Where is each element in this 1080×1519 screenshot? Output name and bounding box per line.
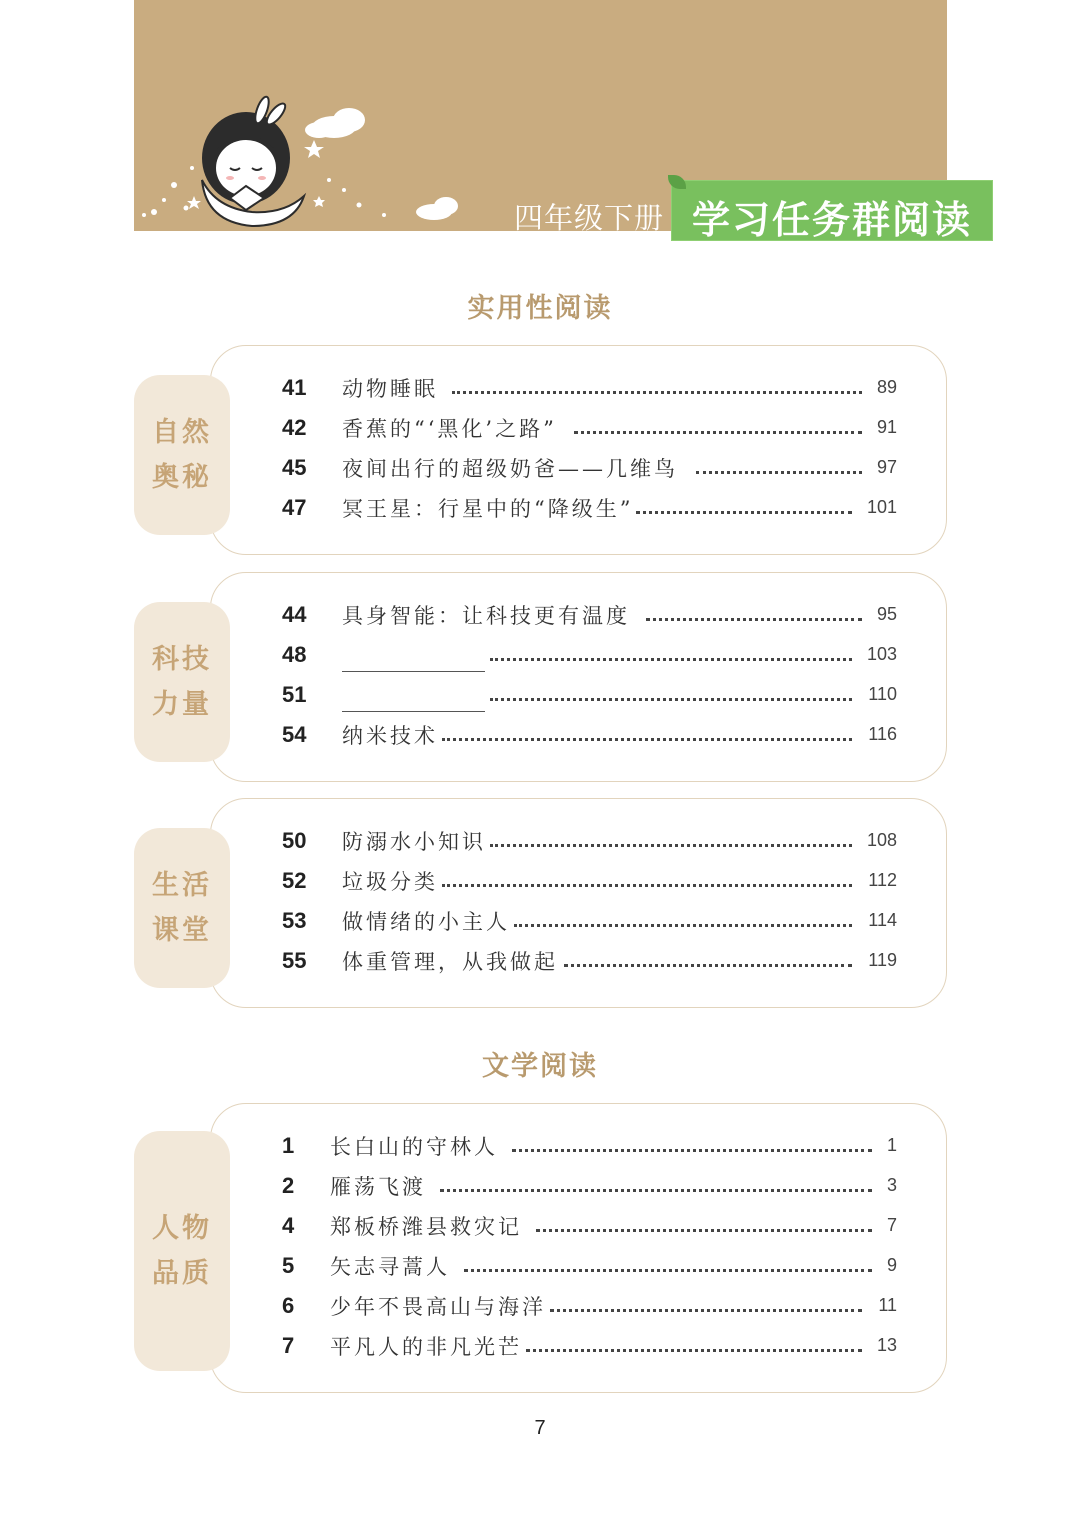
- index-row[interactable]: [134, 371, 947, 411]
- lesson-number: 47: [282, 495, 307, 520]
- lesson-title: 冥王星：行星中的“降级生”: [342, 497, 634, 521]
- group-tab-line: 人物: [152, 1213, 212, 1244]
- section-title-literature: 文学阅读: [482, 1051, 598, 1082]
- leader-dots: [536, 1229, 872, 1232]
- group-tab-line: 科技: [152, 644, 212, 675]
- index-row[interactable]: [134, 1129, 947, 1169]
- title-box: [671, 180, 993, 241]
- lesson-title: 矢志寻蒿人: [330, 1255, 450, 1279]
- book-title: 学习任务群阅读: [691, 198, 972, 242]
- lesson-title: 垃圾分类: [342, 870, 438, 894]
- lesson-number: 7: [282, 1333, 295, 1358]
- page-ref: 114: [868, 910, 897, 930]
- lesson-title: 长白山的守林人: [330, 1135, 498, 1159]
- leader-dots: [646, 618, 862, 621]
- index-row[interactable]: [134, 598, 947, 638]
- group-tab-line: 课堂: [152, 915, 212, 946]
- lesson-number: 48: [282, 642, 307, 667]
- leader-dots: [512, 1149, 872, 1152]
- leader-dots: [550, 1309, 862, 1312]
- lesson-title: 具身智能：让科技更有温度: [342, 604, 630, 628]
- lesson-number: 6: [282, 1293, 295, 1318]
- page-ref: 1: [886, 1135, 897, 1155]
- leader-dots: [696, 471, 862, 474]
- page-ref: 116: [868, 724, 897, 744]
- index-row[interactable]: [134, 1209, 947, 1249]
- lesson-title: 郑板桥潍县救灾记: [330, 1215, 522, 1239]
- page-ref: 103: [866, 644, 897, 664]
- leader-dots: [574, 431, 862, 434]
- index-row[interactable]: [134, 451, 947, 491]
- group-tab-line: 生活: [152, 870, 212, 901]
- group-tab-line: 自然: [152, 417, 212, 448]
- index-row[interactable]: [134, 864, 947, 904]
- page-ref: 112: [868, 870, 897, 890]
- lesson-number: 2: [282, 1173, 295, 1198]
- leader-dots: [526, 1349, 862, 1352]
- group-life: [134, 798, 947, 1008]
- lesson-number: 42: [282, 415, 307, 440]
- index-label: 索引: [998, 201, 1028, 276]
- group-technology: [134, 572, 947, 782]
- page-ref: 13: [876, 1335, 897, 1355]
- group-tab-line: 品质: [152, 1258, 212, 1289]
- page-ref: 97: [876, 457, 897, 477]
- lesson-title: 夜间出行的超级奶爸——几维鸟: [342, 457, 678, 481]
- index-row[interactable]: [134, 678, 947, 718]
- fill-in-blank[interactable]: [342, 671, 485, 672]
- page-ref: 95: [876, 604, 897, 624]
- leader-dots: [490, 658, 852, 661]
- index-row[interactable]: [134, 1249, 947, 1289]
- page-ref: 9: [886, 1255, 897, 1275]
- index-row[interactable]: [134, 904, 947, 944]
- lesson-title: 防溺水小知识: [342, 830, 486, 854]
- index-row[interactable]: [134, 1169, 947, 1209]
- page-ref: 3: [886, 1175, 897, 1195]
- lesson-title: 少年不畏高山与海洋: [330, 1295, 546, 1319]
- leader-dots: [442, 884, 852, 887]
- lesson-number: 1: [282, 1133, 295, 1158]
- page-ref: 91: [876, 417, 897, 437]
- section-title-practical: 实用性阅读: [467, 293, 613, 324]
- index-row[interactable]: [134, 1329, 947, 1369]
- leader-dots: [442, 738, 852, 741]
- group-character: [134, 1103, 947, 1393]
- lesson-title: 纳米技术: [342, 724, 438, 748]
- lesson-number: 5: [282, 1253, 295, 1278]
- lesson-number: 54: [282, 722, 307, 747]
- lesson-number: 51: [282, 682, 307, 707]
- index-row[interactable]: [134, 944, 947, 984]
- grade-label: 四年级下册: [514, 201, 665, 235]
- leader-dots: [464, 1269, 872, 1272]
- group-tab-line: 奥秘: [152, 462, 212, 493]
- leader-dots: [564, 964, 852, 967]
- index-row[interactable]: [134, 491, 947, 531]
- page-ref: 110: [868, 684, 897, 704]
- index-row[interactable]: [134, 824, 947, 864]
- lesson-number: 52: [282, 868, 307, 893]
- lesson-title: 体重管理，从我做起: [342, 950, 558, 974]
- page-number: 7: [534, 1417, 546, 1439]
- leader-dots: [452, 391, 862, 394]
- leader-dots: [490, 698, 852, 701]
- page-ref: 89: [876, 377, 897, 397]
- lesson-title: 香蕉的“‘黑化’之路”: [342, 417, 557, 441]
- lesson-number: 50: [282, 828, 307, 853]
- lesson-title: 平凡人的非凡光芒: [330, 1335, 522, 1359]
- lesson-number: 45: [282, 455, 307, 480]
- index-row[interactable]: [134, 411, 947, 451]
- lesson-number: 53: [282, 908, 307, 933]
- lesson-number: 55: [282, 948, 307, 973]
- header-banner: [134, 0, 1028, 276]
- page-ref: 119: [868, 950, 897, 970]
- lesson-title: 动物睡眠: [342, 377, 438, 401]
- girl-moon-illustration: [134, 0, 494, 231]
- group-nature: [134, 345, 947, 555]
- page-ref: 11: [878, 1295, 897, 1315]
- page-ref: 108: [866, 830, 897, 850]
- page-ref: 101: [866, 497, 897, 517]
- leader-dots: [636, 511, 852, 514]
- index-row[interactable]: [134, 718, 947, 758]
- lesson-number: 4: [282, 1213, 295, 1238]
- leaf-icon: [668, 175, 686, 189]
- group-tab-line: 力量: [152, 689, 212, 720]
- index-row[interactable]: [134, 1289, 947, 1329]
- index-row[interactable]: [134, 638, 947, 678]
- lesson-title: 雁荡飞渡: [330, 1175, 426, 1199]
- lesson-number: 41: [282, 375, 307, 400]
- leader-dots: [440, 1189, 872, 1192]
- lesson-number: 44: [282, 602, 307, 627]
- fill-in-blank[interactable]: [342, 711, 485, 712]
- lesson-title: 做情绪的小主人: [342, 910, 510, 934]
- leader-dots: [490, 844, 852, 847]
- leader-dots: [514, 924, 852, 927]
- page-ref: 7: [886, 1215, 897, 1235]
